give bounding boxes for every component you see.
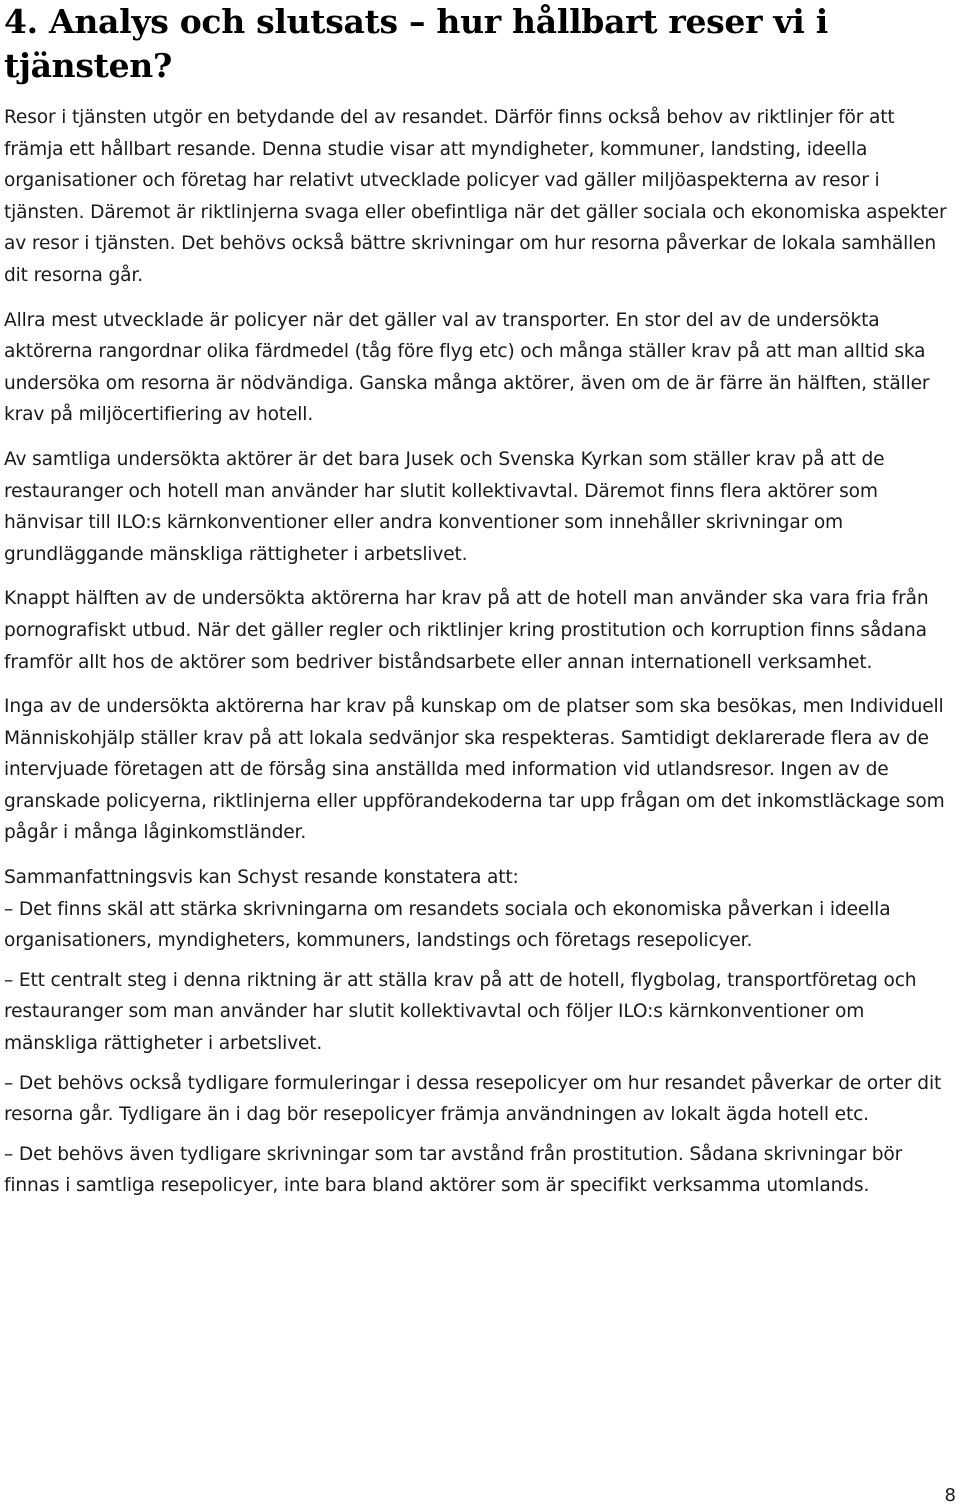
paragraph-prostitution-corruption: Knappt hälften av de undersökta aktörerna har krav på att de hotell man använder ska vara fria från pornografiskt utbud. När det gäller regler och riktlinjer kring prostitution och korruption finns sådana framför allt hos de aktörer som bedriver biståndsarbete eller annan internationell verksamhet. <box>4 588 929 673</box>
paragraph-transport: Allra mest utvecklade är policyer när det gäller val av transporter. En stor del av de undersökta aktörerna rangordnar olika färdmedel (tåg före flyg etc) och många ställer krav på att man alltid ska undersöka om resorna är nödvändiga. Ganska många aktörer, även om de är färre än hälften, ställer krav på miljöcertifiering av hotell. <box>4 309 930 426</box>
section-heading: 4. Analys och slutsats – hur hållbart reser vi i tjänsten? <box>4 2 828 85</box>
summary-intro: Sammanfattningsvis kan Schyst resande konstatera att: <box>4 867 519 889</box>
summary-bullet: – Det finns skäl att stärka skrivningarna om resandets sociala och ekonomiska påverkan i ideella organisationers, myndigheters, kommuners, landstings och företags resepolicyer. <box>4 898 891 952</box>
paragraph-intro: Resor i tjänsten utgör en betydande del av resandet. Därför finns också behov av riktlinjer för att främja ett hållbart resande. Denna studie visar att myndigheter, kommuner, landsting, ideella organisationer och företag har relativt utvecklade policyer vad gäller miljöaspekterna av resor i tjänsten. Däremot är riktlinjerna svaga eller obefintliga när det gäller sociala och ekonomiska aspekter av resor i tjänsten. Det behövs också bättre skrivningar om hur resorna påverkar de lokala samhällen dit resorna går. <box>4 107 947 286</box>
page-number: 8 <box>944 1485 956 1506</box>
paragraph-local-knowledge: Inga av de undersökta aktörerna har krav på kunskap om de platser som ska besökas, men Individuell Människohjälp ställer krav på att lokala sedvänjor ska respekteras. Samtidigt deklarerade flera av de intervjuade företagen att de försåg sina anställda med information vid utlandsresor. Ingen av de granskade policyerna, riktlinjerna eller uppförandekoderna tar upp frågan om det inkomstläckage som pågår i många låginkomstländer. <box>4 696 945 844</box>
body-text <box>4 102 956 1210</box>
paragraph-collective-agreements: Av samtliga undersökta aktörer är det bara Jusek och Svenska Kyrkan som ställer krav på att de restauranger och hotell man använder har slutit kollektivavtal. Däremot finns flera aktörer som hänvisar till ILO:s kärnkonventioner eller andra konventioner som innehåller skrivningar om grundläggande mänskliga rättigheter i arbetslivet. <box>4 448 885 565</box>
summary-bullet: – Det behövs även tydligare skrivningar som tar avstånd från prostitution. Sådana skrivningar bör finnas i samtliga resepolicyer, inte bara bland aktörer som är specifikt verksamma utomlands. <box>4 1143 903 1197</box>
summary-bullet: – Ett centralt steg i denna riktning är att ställa krav på att de hotell, flygbolag, transportföretag och restauranger som man använder har slutit kollektivavtal och följer ILO:s kärnkonventioner om mänskliga rättigheter i arbetslivet. <box>4 969 917 1055</box>
summary-bullet: – Det behövs också tydligare formuleringar i dessa resepolicyer om hur resandet påverkar de orter dit resorna går. Tydligare än i dag bör resepolicyer främja användningen av lokalt ägda hotell etc. <box>4 1072 942 1126</box>
